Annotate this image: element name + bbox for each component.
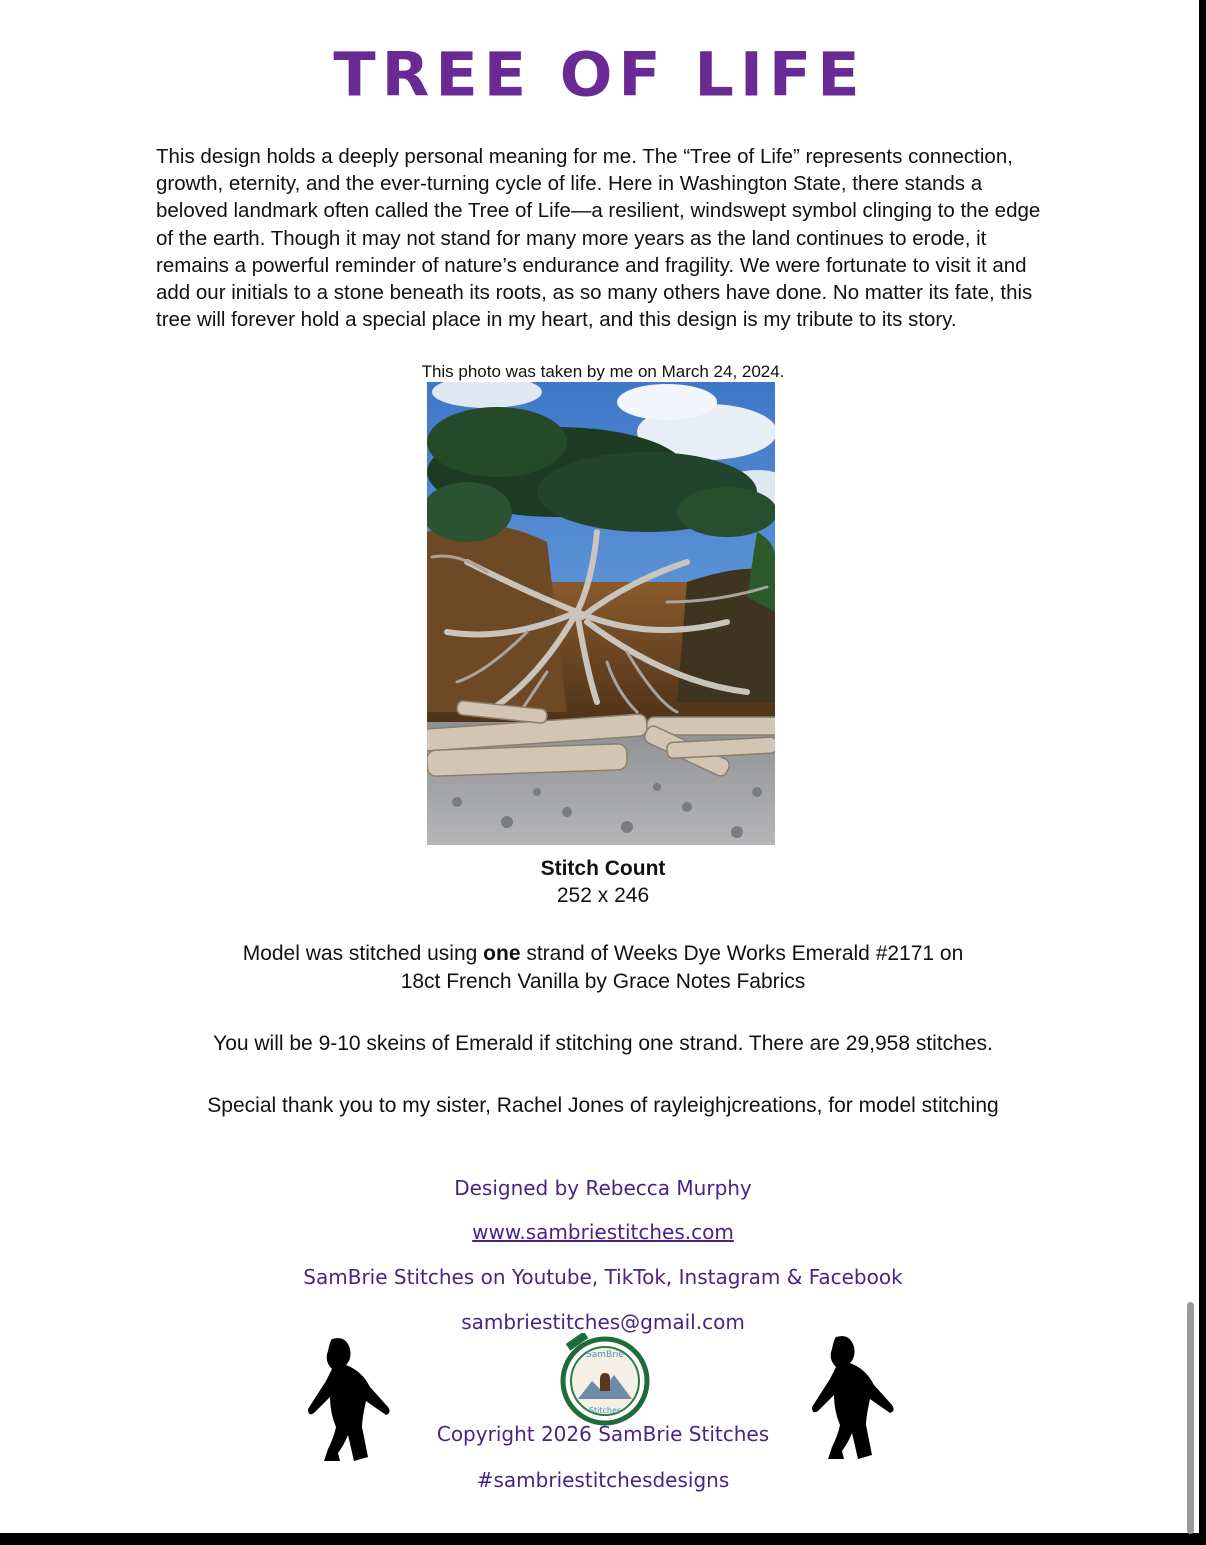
thanks-note: Special thank you to my sister, Rachel Jones of rayleighjcreations, for model stitching (207, 1094, 999, 1117)
social-media-line: SamBrie Stitches on Youtube, TikTok, Instagram & Facebook (303, 1265, 903, 1289)
logo-bottom-text: Stitches (588, 1406, 622, 1415)
sambrie-stitches-logo (558, 1333, 652, 1427)
vertical-scrollbar[interactable] (1187, 1302, 1194, 1534)
model-line-2: 18ct French Vanilla by Grace Notes Fabrics (400, 970, 806, 993)
copyright: Copyright 2026 SamBrie Stitches (436, 1422, 770, 1446)
intro-paragraph: This design holds a deeply personal meaning for me. The “Tree of Life” represents connection, growth, eternity, and the ever-turning cycle of life. Here in Washington State, there stands a beloved landmark often called the Tree of Life—a resilient, windswept symbol clinging to the edge of the earth. Though it may not stand for many more years as the land continues to erode, it remains a powerful reminder of nature’s endurance and fragility. We were fortunate to visit it and add our initials to a stone beneath its roots, as so many others have done. No matter its fate, this tree will forever hold a special place in my heart, and this design is my tribute to its story. (156, 145, 1041, 332)
bigfoot-silhouette-right-icon (796, 1333, 896, 1461)
skeins-note: You will be 9-10 skeins of Emerald if stitching one strand. There are 29,958 stitches. (213, 1032, 993, 1055)
model-line-1-bold: one (483, 942, 521, 965)
page-title: TREE OF LIFE (333, 38, 866, 111)
designer-credit: Designed by Rebecca Murphy (454, 1176, 752, 1200)
photo-caption: This photo was taken by me on March 24, 2024. (421, 362, 785, 381)
logo-top-text: SamBrie (586, 1350, 624, 1360)
stitch-count-value: 252 x 246 (556, 884, 650, 907)
bigfoot-silhouette-left-icon (292, 1335, 392, 1463)
model-line-1-post: strand of Weeks Dye Works Emerald #2171 on (520, 942, 964, 965)
hashtag: #sambriestitchesdesigns (476, 1468, 730, 1492)
website-link[interactable]: www.sambriestitches.com (472, 1220, 734, 1244)
stitch-count-label: Stitch Count (540, 857, 666, 880)
tree-of-life-photo (427, 382, 775, 845)
model-line-1 (0, 940, 1206, 968)
model-line-1-pre: Model was stitched using (242, 942, 484, 965)
email-address: sambriestitches@gmail.com (461, 1310, 745, 1334)
